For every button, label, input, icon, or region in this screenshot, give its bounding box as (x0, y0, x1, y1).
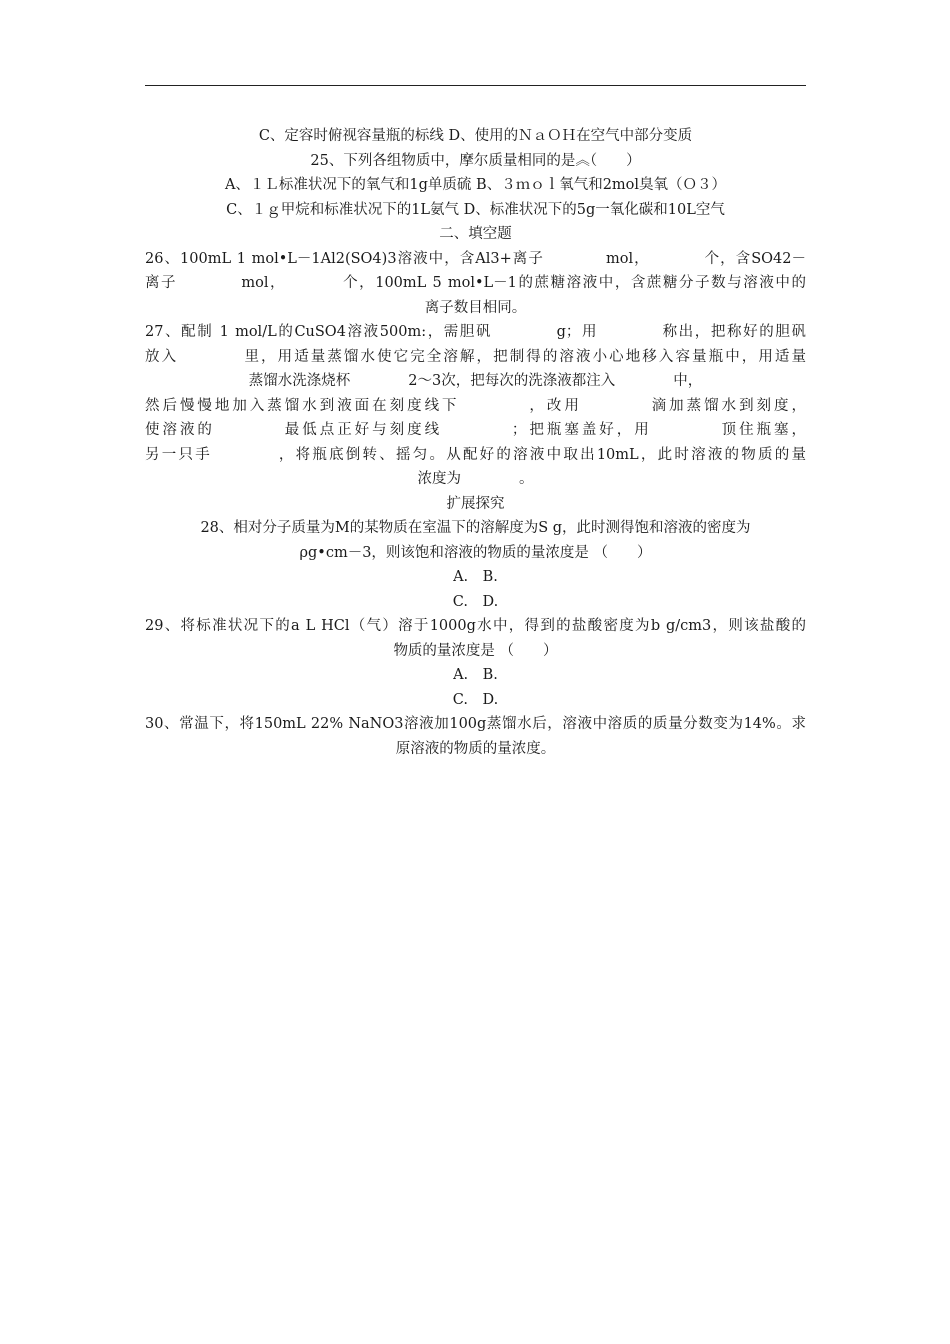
q26-line-2: 离子 mol， 个，100mL 5 mol•L－1的蔗糖溶液中，含蔗糖分子数与溶液中的 (145, 275, 806, 291)
q27-line-5: 使溶液的 最低点正好与刻度线 ；把瓶塞盖好，用 顶住瓶塞， (145, 422, 806, 438)
q27-line-6: 另一只手 ，将瓶底倒转、摇匀。从配好的溶液中取出10mL，此时溶液的物质的量 (145, 446, 806, 463)
q27-line-3: 蒸馏水洗涤烧杯 2～3次，把每次的洗涤液都注入 中， (248, 373, 703, 389)
q28-line-1: 28、相对分子质量为M的某物质在室温下的溶解度为S g，此时测得饱和溶液的密度为 (200, 520, 751, 536)
q25-options-cd: C、１ｇ甲烷和标准状况下的1L氨气 D、标准状况下的5g一氧化碳和10L空气 (226, 201, 725, 218)
q28-options-cd: C. D. (452, 593, 499, 610)
q28-line-2: ρg•cm－3，则该饱和溶液的物质的量浓度是 （ ） (299, 544, 652, 561)
q29-options-ab: A. B. (453, 667, 498, 683)
q26-line-3: 离子数目相同。 (424, 299, 527, 316)
q25-options-ab: A、１Ｌ标准状况下的氧气和1g单质硫 B、３ｍｏｌ氧气和2mol臭氧（Ｏ３） (224, 177, 727, 193)
q25-stem: 25、下列各组物质中，摩尔质量相同的是︽（ ） (310, 152, 641, 169)
q30-line-1: 30、常温下，将150mL 22% NaNO3溶液加100g蒸馏水后，溶液中溶质的质量分数变为14%。求 (145, 716, 806, 732)
q30-line-2: 原溶液的物质的量浓度。 (395, 740, 556, 757)
q26-line-1: 26、100mL 1 mol•L－1Al2(SO4)3溶液中，含Al3+离子 mol， 个，含SO42－ (145, 250, 806, 267)
q27-line-1: 27、配制 1 mol/L的CuSO4溶液500m:，需胆矾 g；用 称出，把称好的胆矾 (145, 324, 806, 340)
q29-line-1: 29、将标准状况下的a L HCl（气）溶于1000g水中，得到的盐酸密度为b g/cm3，则该盐酸的 (145, 618, 806, 634)
header-rule (145, 85, 806, 86)
q27-line-2: 放入 里，用适量蒸馏水使它完全溶解，把制得的溶液小心地移入容量瓶中，用适量 (145, 348, 806, 365)
q29-options-cd: C. D. (452, 691, 499, 708)
q27-line-7: 浓度为 。 (417, 471, 534, 487)
section-heading-fill-in: 二、填空题 (439, 226, 512, 242)
document-body (145, 124, 806, 761)
section-heading-extension: 扩展探究 (446, 495, 505, 512)
q27-line-4: 然后慢慢地加入蒸馏水到液面在刻度线下 ，改用 滴加蒸馏水到刻度， (145, 397, 806, 414)
q24-options-cd: C、定容时俯视容量瓶的标线 D、使用的ＮａＯＨ在空气中部分变质 (258, 128, 693, 144)
q28-options-ab: A. B. (453, 569, 498, 585)
q29-line-2: 物质的量浓度是 （ ） (393, 642, 558, 659)
